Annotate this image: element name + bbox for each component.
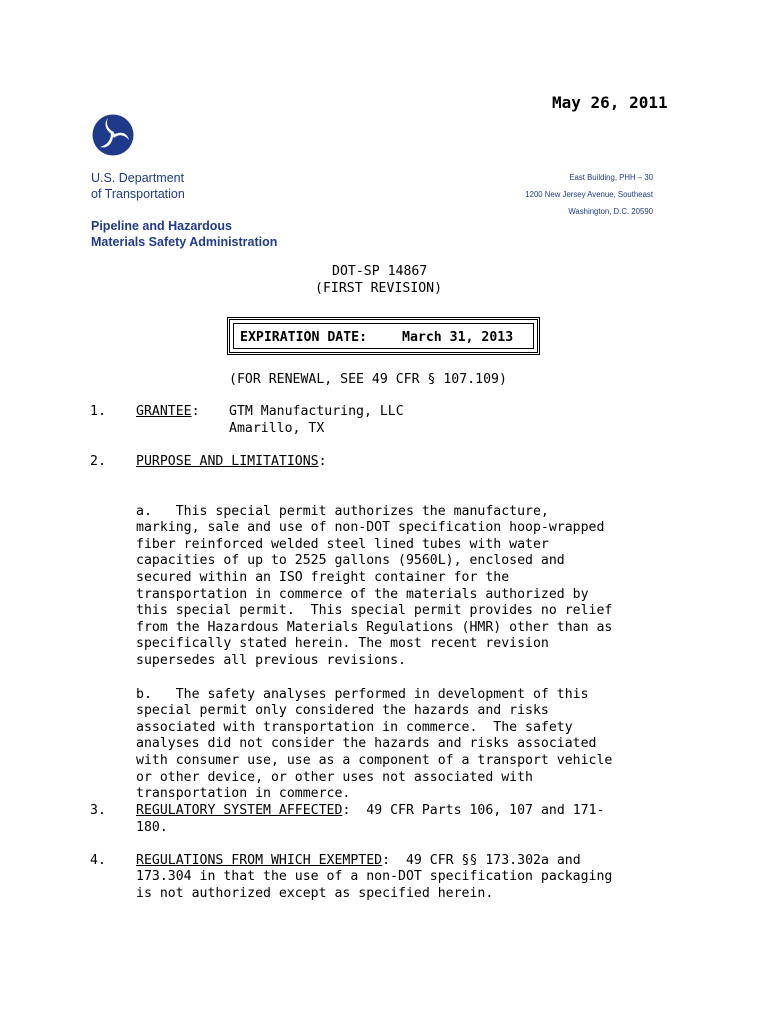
paragraph-line: capacities of up to 2525 gallons (9560L), enclosed and [136,553,565,569]
paragraph-line: specifically stated herein. The most recent revision [136,636,549,652]
paragraph-2b [136,670,612,819]
permit-revision: (FIRST REVISION) [315,281,443,296]
section-3-heading: REGULATORY SYSTEM AFFECTED [136,803,343,818]
section-1-number: 1. [90,404,106,419]
paragraph-line: b. The safety analyses performed in development of this [136,686,589,702]
grantee-name: GTM Manufacturing, LLC [229,404,404,419]
section-3-colon: : [342,803,351,818]
section-2-heading-line [136,454,327,471]
permit-number: DOT-SP 14867 [332,264,428,279]
expiration-date-value: March 31, 2013 [402,330,514,345]
section-2-heading: PURPOSE AND LIMITATIONS [136,454,319,469]
paragraph-line: transportation in commerce of the materials authorized by [136,586,589,602]
address-line1: East Building, PHH – 30 [569,173,653,182]
address-line3: Washington, D.C. 20590 [568,207,653,216]
section-4-line2: 173.304 in that the use of a non-DOT specification packaging [136,869,613,884]
section-4-colon: : [382,853,391,868]
section-4-line1 [136,853,581,870]
section-1-heading: GRANTEE [136,404,192,419]
paragraph-line: supersedes all previous revisions. [136,652,406,668]
agency-name-line2: Materials Safety Administration [91,235,278,249]
paragraph-line: this special permit. This special permit provides no relief [136,603,613,619]
paragraph-line: or other device, or other uses not associated with [136,769,533,785]
paragraph-line: fiber reinforced welded steel lined tubes with water [136,536,549,552]
paragraph-line: secured within an ISO freight container for the [136,569,510,585]
letter-date: May 26, 2011 [552,93,668,112]
section-4-number: 4. [90,853,106,868]
section-1-colon: : [191,404,200,419]
section-2-number: 2. [90,454,106,469]
section-4-heading: REGULATIONS FROM WHICH EXEMPTED [136,853,383,868]
department-name-line2: of Transportation [91,187,185,201]
section-3-text: 49 CFR Parts 106, 107 and 171- [350,803,605,818]
paragraph-line: special permit only considered the hazards and risks [136,703,549,719]
paragraph-line: analyses did not consider the hazards and risks associated [136,736,597,752]
dot-triskelion-logo-icon [92,114,134,156]
paragraph-line: marking, sale and use of non-DOT specification hoop-wrapped [136,520,605,536]
section-4-line3: is not authorized except as specified herein. [136,886,494,901]
paragraph-line: a. This special permit authorizes the manufacture, [136,503,549,519]
department-name-line1: U.S. Department [91,171,185,185]
renewal-note: (FOR RENEWAL, SEE 49 CFR § 107.109) [229,372,507,387]
section-4-text: 49 CFR §§ 173.302a and [390,853,581,868]
section-2-colon: : [318,454,327,469]
grantee-location: Amarillo, TX [229,421,325,436]
paragraph-line: with consumer use, use as a component of a transport vehicle [136,752,613,768]
agency-name-line1: Pipeline and Hazardous [91,219,233,233]
address-line2: 1200 New Jersey Avenue, Southeast [525,190,653,199]
section-3-line1 [136,803,604,820]
section-3-number: 3. [90,803,106,818]
paragraph-line: from the Hazardous Materials Regulations (HMR) other than as [136,619,613,635]
section-1-heading-line [136,404,200,421]
paragraph-line: transportation in commerce. [136,786,351,802]
paragraph-line: associated with transportation in commerce. The safety [136,719,573,735]
paragraph-2a [136,487,612,686]
section-3-line2: 180. [136,820,168,835]
expiration-date-label: EXPIRATION DATE: [240,330,368,345]
